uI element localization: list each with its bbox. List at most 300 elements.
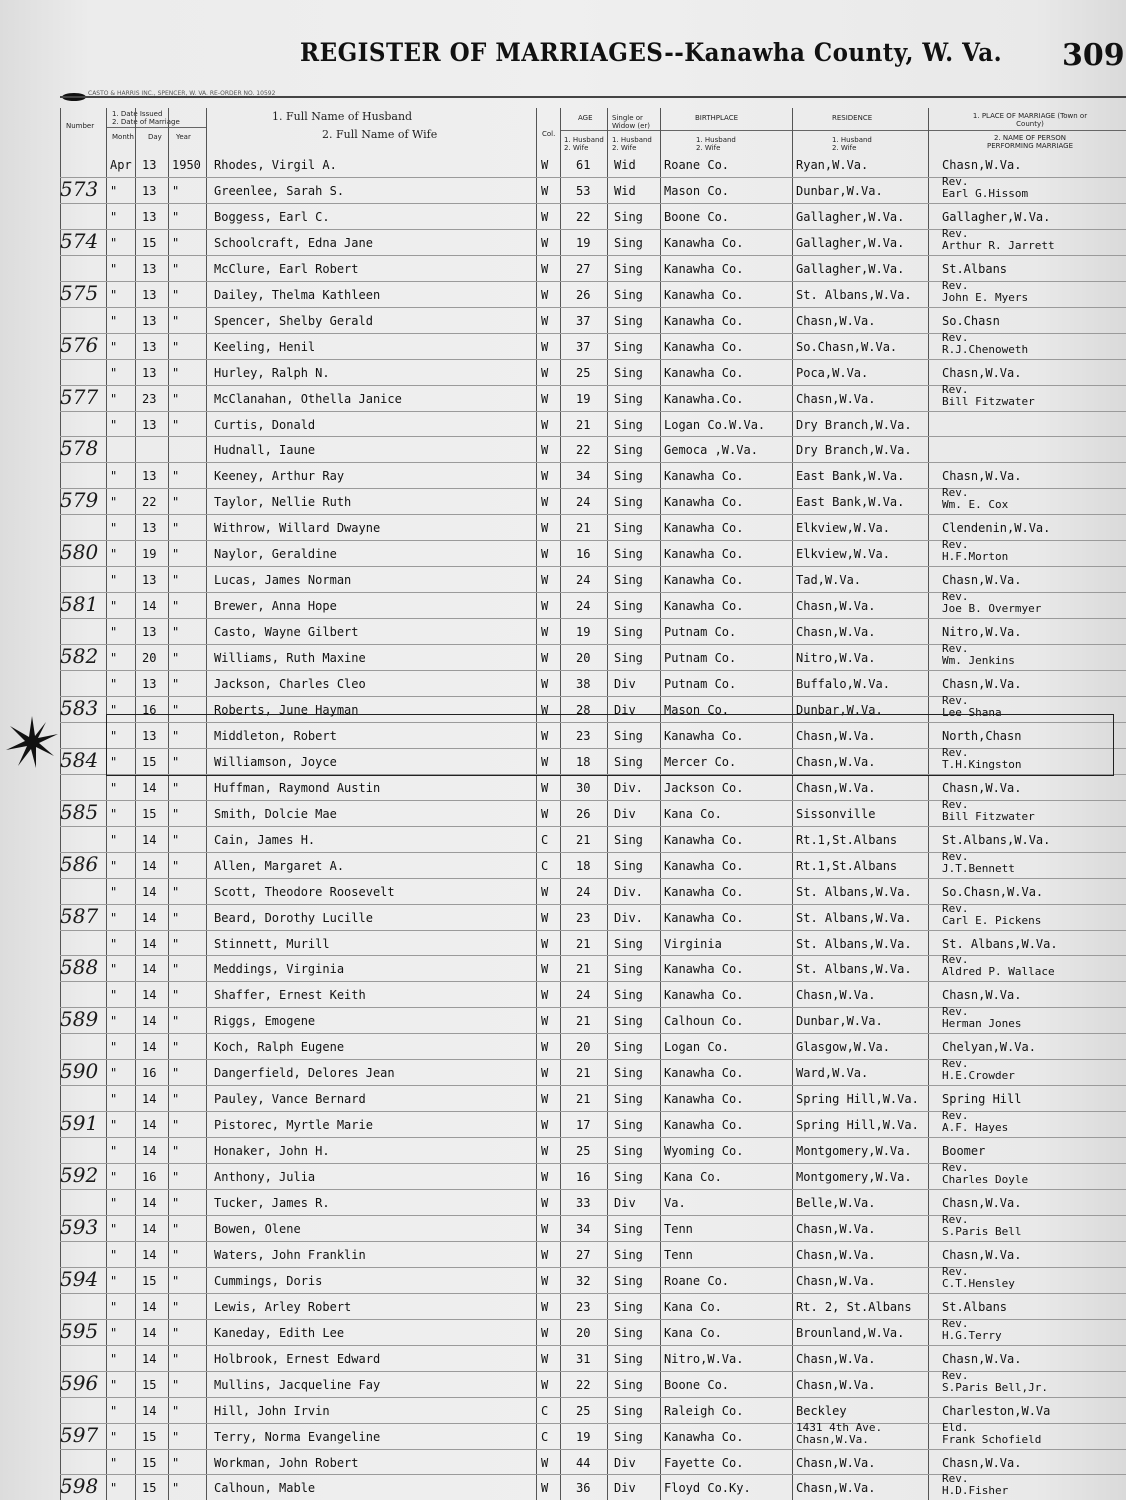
cell-marital-status: Div: [614, 1481, 636, 1496]
cell-full-name: Keeling, Henil: [214, 339, 316, 354]
cell-full-name: Hurley, Ralph N.: [214, 365, 330, 380]
cell-residence: Chasn,W.Va.: [796, 1432, 869, 1446]
cell-birthplace: Kanawha Co.: [664, 910, 744, 925]
cell-birthplace: Kanawha.Co.: [664, 391, 744, 406]
cell-age: 25: [576, 365, 591, 380]
cell-full-name: Hill, John Irvin: [214, 1403, 330, 1418]
cell-residence: Spring Hill,W.Va.: [796, 1118, 919, 1133]
column-rule: [536, 108, 537, 1500]
cell-birthplace: Kanawha Co.: [664, 884, 744, 899]
cell-marital-status: Sing: [614, 209, 643, 224]
cell-color: W: [541, 1377, 549, 1392]
cell-color: W: [541, 702, 549, 717]
cell-place: Chasn,W.Va.: [942, 988, 1022, 1003]
cell-marital-status: Sing: [614, 1092, 643, 1107]
cell-age: 21: [576, 521, 591, 536]
cell-residence: Gallagher,W.Va.: [796, 209, 905, 224]
cell-color: W: [541, 910, 549, 925]
cell-place: Rev.: [942, 1212, 969, 1226]
cell-full-name: Lewis, Arley Robert: [214, 1299, 352, 1314]
entry-number: 582: [60, 644, 99, 669]
cell-full-name: Huffman, Raymond Austin: [214, 780, 381, 795]
cell-full-name: Meddings, Virginia: [214, 962, 345, 977]
entry-number: 586: [60, 851, 99, 876]
col-header-col: Col.: [542, 130, 556, 138]
cell-residence: Elkview,W.Va.: [796, 521, 890, 536]
cell-year: ": [172, 365, 180, 380]
cell-full-name: Allen, Margaret A.: [214, 858, 345, 873]
cell-age: 21: [576, 832, 591, 847]
entry-number: 581: [60, 592, 99, 617]
cell-birthplace: Kanawha Co.: [664, 962, 744, 977]
cell-residence: Chasn,W.Va.: [796, 1351, 876, 1366]
cell-day: 14: [142, 962, 157, 977]
cell-residence: St. Albans,W.Va.: [796, 287, 912, 302]
cell-marital-status: Sing: [614, 1299, 643, 1314]
cell-place: Aldred P. Wallace: [942, 965, 1055, 979]
cell-birthplace: Kanawha Co.: [664, 339, 744, 354]
cell-residence: Elkview,W.Va.: [796, 547, 890, 562]
cell-color: W: [541, 988, 549, 1003]
cell-month: ": [110, 287, 118, 302]
cell-day: 13: [142, 183, 157, 198]
cell-day: 13: [142, 573, 157, 588]
cell-year: ": [172, 1092, 180, 1107]
cell-marital-status: Sing: [614, 1170, 643, 1185]
cell-day: 14: [142, 1118, 157, 1133]
page-title: REGISTER OF MARRIAGES--Kanawha County, W. Va.: [300, 38, 1003, 67]
cell-color: W: [541, 209, 549, 224]
cell-residence: Chasn,W.Va.: [796, 391, 876, 406]
cell-full-name: Beard, Dorothy Lucille: [214, 910, 373, 925]
cell-color: W: [541, 443, 549, 458]
cell-day: 14: [142, 988, 157, 1003]
cell-full-name: Stinnett, Murill: [214, 936, 330, 951]
cell-year: ": [172, 1144, 180, 1159]
cell-birthplace: Kanawha Co.: [664, 469, 744, 484]
cell-color: W: [541, 599, 549, 614]
cell-color: W: [541, 339, 549, 354]
cell-residence: Chasn,W.Va.: [796, 728, 876, 743]
cell-age: 37: [576, 339, 591, 354]
cell-residence: Gallagher,W.Va.: [796, 261, 905, 276]
cell-marital-status: Sing: [614, 625, 643, 640]
cell-full-name: Workman, John Robert: [214, 1455, 359, 1470]
cell-day: 14: [142, 1014, 157, 1029]
cell-year: ": [172, 1040, 180, 1055]
cell-age: 37: [576, 313, 591, 328]
printer-line: CASTO & HARRIS INC., SPENCER, W. VA. RE-ORDER NO. 10592: [88, 90, 276, 97]
cell-day: 14: [142, 884, 157, 899]
cell-marital-status: Sing: [614, 313, 643, 328]
cell-marital-status: Div: [614, 1455, 636, 1470]
cell-full-name: Honaker, John H.: [214, 1144, 330, 1159]
cell-place: Chasn,W.Va.: [942, 1247, 1022, 1262]
cell-birthplace: Wyoming Co.: [664, 1144, 744, 1159]
cell-marital-status: Sing: [614, 1377, 643, 1392]
cell-birthplace: Kanawha Co.: [664, 832, 744, 847]
cell-age: 34: [576, 469, 591, 484]
cell-residence: Chasn,W.Va.: [796, 1481, 876, 1496]
cell-year: ": [172, 573, 180, 588]
cell-birthplace: Kanawha Co.: [664, 287, 744, 302]
page-number: 309: [1062, 38, 1125, 73]
cell-residence: Sissonville: [796, 806, 876, 821]
cell-month: ": [110, 677, 118, 691]
cell-month: ": [110, 1118, 118, 1133]
cell-place: Bill Fitzwater: [942, 809, 1035, 823]
cell-color: W: [541, 547, 549, 562]
cell-age: 27: [576, 1247, 591, 1262]
col-header-single-sub: 1. Husband 2. Wife: [612, 136, 652, 152]
cell-residence: Chasn,W.Va.: [796, 313, 876, 328]
cell-day: 22: [142, 495, 157, 510]
cell-place: Clendenin,W.Va.: [942, 521, 1051, 536]
cell-color: C: [541, 858, 549, 873]
cell-day: 13: [142, 339, 157, 354]
cell-year: ": [172, 728, 180, 743]
cell-month: ": [110, 832, 118, 847]
cell-age: 19: [576, 235, 591, 250]
cell-year: ": [172, 1170, 180, 1185]
entry-number: 596: [60, 1370, 99, 1395]
cell-color: W: [541, 1481, 549, 1496]
cell-place: J.T.Bennett: [942, 861, 1015, 875]
cell-birthplace: Kanawha Co.: [664, 365, 744, 380]
cell-place: Rev.: [942, 1368, 969, 1382]
cell-place: So.Chasn: [942, 313, 1000, 328]
cell-year: ": [172, 1118, 180, 1133]
cell-birthplace: Raleigh Co.: [664, 1403, 744, 1418]
cell-residence: Dunbar,W.Va.: [796, 183, 883, 198]
cell-month: ": [110, 313, 118, 328]
row-rule: [60, 566, 1126, 567]
cell-year: ": [172, 1221, 180, 1236]
cell-full-name: Koch, Ralph Eugene: [214, 1040, 345, 1055]
row-rule: [60, 1345, 1126, 1346]
cell-birthplace: Tenn: [664, 1247, 693, 1262]
cell-age: 20: [576, 1040, 591, 1055]
row-rule: [60, 462, 1126, 463]
cell-residence: Spring Hill,W.Va.: [796, 1092, 919, 1107]
cell-full-name: Anthony, Julia: [214, 1170, 316, 1185]
cell-marital-status: Sing: [614, 261, 643, 276]
cell-day: 15: [142, 1429, 157, 1444]
cell-full-name: Brewer, Anna Hope: [214, 599, 337, 614]
cell-day: 14: [142, 832, 157, 847]
entry-number: 576: [60, 332, 99, 357]
cell-marital-status: Sing: [614, 1040, 643, 1055]
cell-year: ": [172, 936, 180, 951]
cell-day: 14: [142, 1092, 157, 1107]
cell-marital-status: Sing: [614, 988, 643, 1003]
cell-day: 13: [142, 209, 157, 224]
cell-month: ": [110, 1092, 118, 1107]
cell-place: Rev.: [942, 278, 969, 292]
cell-month: ": [110, 391, 118, 406]
cell-full-name: Scott, Theodore Roosevelt: [214, 884, 395, 899]
cell-day: 15: [142, 1273, 157, 1288]
cell-residence: Chasn,W.Va.: [796, 625, 876, 640]
cell-day: 14: [142, 1144, 157, 1159]
cell-marital-status: Div.: [614, 910, 643, 925]
col-header-birthplace-sub: 1. Husband 2. Wife: [696, 136, 736, 152]
cell-year: ": [172, 910, 180, 925]
cell-place: T.H.Kingston: [942, 757, 1022, 771]
cell-year: ": [172, 1377, 180, 1392]
cell-place: Chasn,W.Va.: [942, 1351, 1022, 1366]
cell-marital-status: Sing: [614, 1221, 643, 1236]
cell-month: ": [110, 910, 118, 925]
age-header-rule: [560, 130, 660, 131]
cell-residence: Chasn,W.Va.: [796, 599, 876, 614]
cell-full-name: Cain, James H.: [214, 832, 316, 847]
cell-marital-status: Sing: [614, 1118, 643, 1133]
row-rule: [60, 670, 1126, 671]
cell-residence: Rt.1,St.Albans: [796, 858, 898, 873]
entry-number: 590: [60, 1059, 99, 1084]
cell-place: Wm. E. Cox: [942, 498, 1009, 512]
cell-month: ": [110, 780, 118, 795]
cell-birthplace: Kanawha Co.: [664, 858, 744, 873]
cell-day: 14: [142, 780, 157, 795]
cell-residence: St. Albans,W.Va.: [796, 884, 912, 899]
cell-residence: St. Albans,W.Va.: [796, 936, 912, 951]
cell-residence: Buffalo,W.Va.: [796, 677, 890, 691]
cell-year: ": [172, 858, 180, 873]
cell-color: W: [541, 1092, 549, 1107]
cell-month: ": [110, 1429, 118, 1444]
cell-month: ": [110, 1351, 118, 1366]
cell-age: 26: [576, 287, 591, 302]
cell-day: 13: [142, 261, 157, 276]
cell-day: 15: [142, 235, 157, 250]
cell-age: 19: [576, 625, 591, 640]
cell-age: 24: [576, 599, 591, 614]
cell-place: H.G.Terry: [942, 1328, 1002, 1342]
cell-month: ": [110, 261, 118, 276]
cell-place: S.Paris Bell,Jr.: [942, 1380, 1048, 1394]
cell-age: 16: [576, 547, 591, 562]
cell-full-name: Naylor, Geraldine: [214, 547, 337, 562]
cell-day: 14: [142, 599, 157, 614]
cell-place: Chasn,W.Va.: [942, 573, 1022, 588]
cell-age: 21: [576, 1066, 591, 1081]
cell-color: W: [541, 1273, 549, 1288]
col-header-husband: 1. Full Name of Husband: [272, 110, 413, 123]
cell-place: St.Albans: [942, 1299, 1008, 1314]
cell-year: ": [172, 1351, 180, 1366]
cell-year: ": [172, 651, 180, 666]
column-rule: [206, 108, 207, 1500]
cell-marital-status: Sing: [614, 417, 643, 432]
cell-residence: Chasn,W.Va.: [796, 1247, 876, 1262]
cell-month: ": [110, 1455, 118, 1470]
cell-age: 22: [576, 209, 591, 224]
cell-age: 21: [576, 936, 591, 951]
cell-place: R.J.Chenoweth: [942, 342, 1029, 356]
cell-place: Chasn,W.Va.: [942, 158, 1022, 172]
cell-full-name: Rhodes, Virgil A.: [214, 158, 337, 172]
cell-place: Rev.: [942, 382, 969, 396]
cell-marital-status: Sing: [614, 651, 643, 666]
cell-place: Rev.: [942, 1057, 969, 1071]
cell-residence: East Bank,W.Va.: [796, 469, 905, 484]
cell-month: ": [110, 1196, 118, 1210]
cell-place: Chasn,W.Va.: [942, 469, 1022, 484]
cell-birthplace: Putnam Co.: [664, 677, 737, 691]
cell-month: ": [110, 1403, 118, 1418]
cell-full-name: Pauley, Vance Bernard: [214, 1092, 366, 1107]
row-rule: [60, 1033, 1126, 1034]
column-rule: [106, 108, 107, 1500]
cell-full-name: Kaneday, Edith Lee: [214, 1325, 345, 1340]
row-rule: [60, 1293, 1126, 1294]
cell-day: 23: [142, 391, 157, 406]
row-rule: [60, 203, 1126, 204]
highlight-box: [106, 714, 1114, 776]
row-rule: [60, 1397, 1126, 1398]
cell-place: C.T.Hensley: [942, 1276, 1015, 1290]
cell-place: St. Albans,W.Va.: [942, 936, 1058, 951]
cell-residence: Chasn,W.Va.: [796, 754, 876, 769]
cell-day: 13: [142, 521, 157, 536]
cell-full-name: Hudnall, Iaune: [214, 443, 316, 458]
cell-full-name: Shaffer, Ernest Keith: [214, 988, 366, 1003]
cell-color: W: [541, 158, 549, 172]
cell-color: W: [541, 1118, 549, 1133]
cell-month: ": [110, 339, 118, 354]
row-rule: [60, 255, 1126, 256]
cell-age: 18: [576, 858, 591, 873]
cell-color: W: [541, 417, 549, 432]
cell-age: 18: [576, 754, 591, 769]
cell-month: ": [110, 625, 118, 640]
cell-age: 21: [576, 417, 591, 432]
cell-day: 13: [142, 158, 157, 172]
cell-place: Rev.: [942, 1316, 969, 1330]
cell-day: 14: [142, 858, 157, 873]
cell-day: 15: [142, 806, 157, 821]
cell-residence: Nitro,W.Va.: [796, 651, 876, 666]
cell-place: Earl G.Hissom: [942, 186, 1029, 200]
cell-month: ": [110, 1377, 118, 1392]
cell-marital-status: Sing: [614, 573, 643, 588]
cell-full-name: McClure, Earl Robert: [214, 261, 359, 276]
col-header-wife: 2. Full Name of Wife: [322, 128, 438, 141]
cell-birthplace: Kanawha Co.: [664, 1429, 744, 1444]
cell-residence: 1431 4th Ave.: [796, 1420, 883, 1434]
entry-number: 594: [60, 1266, 99, 1291]
cell-place: Rev.: [942, 745, 969, 759]
cell-full-name: Tucker, James R.: [214, 1196, 330, 1210]
entry-number: 597: [60, 1422, 99, 1447]
cell-month: ": [110, 1040, 118, 1055]
entry-number: 583: [60, 695, 99, 720]
cell-full-name: Waters, John Franklin: [214, 1247, 366, 1262]
cell-residence: East Bank,W.Va.: [796, 495, 905, 510]
cell-year: ": [172, 339, 180, 354]
cell-color: W: [541, 183, 549, 198]
cell-color: W: [541, 391, 549, 406]
cell-year: ": [172, 417, 180, 432]
cell-full-name: Roberts, June Hayman: [214, 702, 359, 717]
cell-year: ": [172, 1196, 180, 1210]
cell-place: So.Chasn,W.Va.: [942, 884, 1044, 899]
cell-day: 15: [142, 1377, 157, 1392]
cell-full-name: Curtis, Donald: [214, 417, 316, 432]
cell-age: 26: [576, 806, 591, 821]
cell-residence: Dry Branch,W.Va.: [796, 417, 912, 432]
col-header-single: Single or Widow (er): [612, 114, 651, 130]
star-marker-icon: [6, 716, 58, 768]
cell-residence: Glasgow,W.Va.: [796, 1040, 890, 1055]
cell-marital-status: Sing: [614, 1066, 643, 1081]
cell-residence: Chasn,W.Va.: [796, 988, 876, 1003]
row-rule: [60, 359, 1126, 360]
entry-number: 591: [60, 1111, 99, 1136]
cell-day: 13: [142, 728, 157, 743]
row-rule: [60, 878, 1126, 879]
cell-place: Boomer: [942, 1144, 986, 1159]
row-rule: [60, 307, 1126, 308]
cell-year: ": [172, 521, 180, 536]
cell-color: W: [541, 469, 549, 484]
cell-place: H.F.Morton: [942, 550, 1009, 564]
cell-residence: Chasn,W.Va.: [796, 780, 876, 795]
cell-year: ": [172, 547, 180, 562]
row-rule: [60, 618, 1126, 619]
cell-marital-status: Sing: [614, 1144, 643, 1159]
cell-place: Rev.: [942, 486, 969, 500]
cell-full-name: Mullins, Jacqueline Fay: [214, 1377, 381, 1392]
cell-month: ": [110, 183, 118, 198]
cell-month: ": [110, 417, 118, 432]
cell-year: ": [172, 1403, 180, 1418]
cell-age: 19: [576, 391, 591, 406]
cell-day: 13: [142, 417, 157, 432]
cell-full-name: Smith, Dolcie Mae: [214, 806, 337, 821]
cell-residence: Belle,W.Va.: [796, 1196, 876, 1210]
col-header-day: Day: [148, 133, 162, 141]
cell-place: Chasn,W.Va.: [942, 677, 1022, 691]
cell-place: Rev.: [942, 953, 969, 967]
cell-day: 15: [142, 1455, 157, 1470]
cell-year: ": [172, 806, 180, 821]
cell-day: 14: [142, 1040, 157, 1055]
cell-age: 23: [576, 1299, 591, 1314]
cell-month: ": [110, 1481, 118, 1496]
cell-year: 1950: [172, 158, 201, 172]
cell-place: Chasn,W.Va.: [942, 365, 1022, 380]
cell-place: John E. Myers: [942, 290, 1029, 304]
cell-month: ": [110, 884, 118, 899]
cell-place: Chasn,W.Va.: [942, 1196, 1022, 1210]
cell-birthplace: Kanawha Co.: [664, 573, 744, 588]
cell-day: 16: [142, 1066, 157, 1081]
cell-month: ": [110, 365, 118, 380]
cell-color: C: [541, 832, 549, 847]
col-header-residence-sub: 1. Husband 2. Wife: [832, 136, 872, 152]
cell-residence: Dry Branch,W.Va.: [796, 443, 912, 458]
cell-birthplace: Kanawha Co.: [664, 988, 744, 1003]
cell-color: W: [541, 625, 549, 640]
cell-full-name: Withrow, Willard Dwayne: [214, 521, 381, 536]
cell-residence: Chasn,W.Va.: [796, 1455, 876, 1470]
cell-birthplace: Kanawha Co.: [664, 495, 744, 510]
cell-month: ": [110, 1144, 118, 1159]
cell-color: W: [541, 936, 549, 951]
